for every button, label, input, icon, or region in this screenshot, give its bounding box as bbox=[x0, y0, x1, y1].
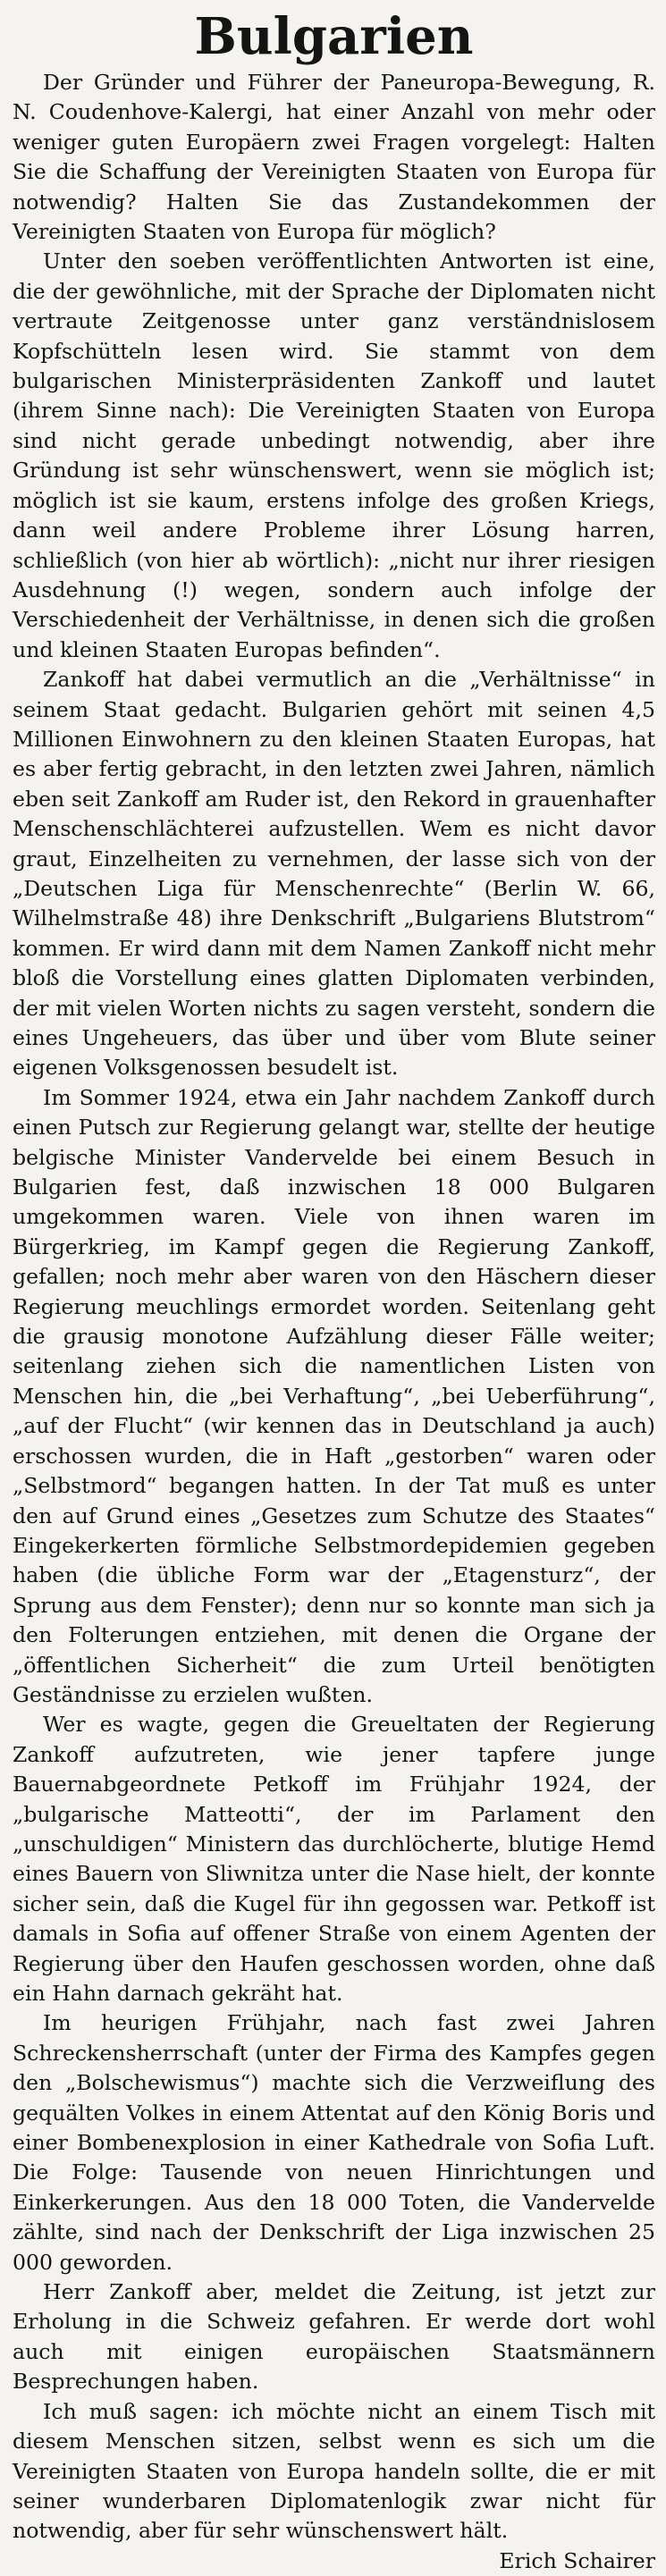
author-signature: Erich Schairer bbox=[499, 2547, 655, 2573]
last-paragraph-text: Ich muß sagen: ich möchte nicht an einem Tisch mit diesem Menschen sitzen, selbst wenn es sich um die Vereinigten Staaten von Europa handeln sollte, die er mit seiner wunderbaren Diplomatenlogik zwar nicht für notwendig, aber für sehr wünschenswert hält. bbox=[13, 2398, 655, 2544]
article-headline: Bulgarien bbox=[194, 7, 474, 66]
article-paragraph: Unter den soeben veröffentlichten Antworten ist eine, die der gewöhnliche, mit der Sprache der Diplomaten nicht vertraute Zeitgenosse unter ganz verständnislosem Kopfschütteln lesen wird. Sie stammt von dem bulgarischen Ministerpräsidenten Zankoff und lautet (ihrem Sinne nach): Die Vereinigten Staaten von Europa sind nicht gerade unbedingt notwendig, aber ihre Gründung ist sehr wünschenswert, wenn sie möglich ist; möglich ist sie kaum, erstens infolge des großen Kriegs, dann weil andere Probleme ihrer Lösung harren, schließlich (von hier ab wörtlich): „nicht nur ihrer riesigen Ausdehnung (!) wegen, sondern auch infolge der Verschiedenheit der Verhältnisse, in denen sich die großen und kleinen Staaten Europas befinden“. bbox=[13, 248, 655, 662]
article-paragraph: Im heurigen Frühjahr, nach fast zwei Jahren Schreckensherrschaft (unter der Firma des Kampfes gegen den „Bolschewismus“) machte sich die Verzweiflung des gequälten Volkes in einem Attentat auf den König Boris und einer Bombenexplosion in einer Kathedrale von Sofia Luft. Die Folge: Tausende von neuen Hinrichtungen und Einkerkerungen. Aus den 18 000 Toten, die Vandervelde zählte, sind nach der Denkschrift der Liga inzwischen 25 000 geworden. bbox=[13, 2010, 655, 2275]
article-paragraph-last bbox=[13, 2397, 655, 2573]
article-paragraph: Herr Zankoff aber, meldet die Zeitung, ist jetzt zur Erholung in die Schweiz gefahren. Er werde dort wohl auch mit einigen europäischen Staatsmännern Besprechungen haben. bbox=[13, 2279, 655, 2395]
article-body bbox=[13, 68, 655, 2573]
article-paragraph: Im Sommer 1924, etwa ein Jahr nachdem Zankoff durch einen Putsch zur Regierung gelangt war, stellte der heutige belgische Minister Vandervelde bei einem Besuch in Bulgarien fest, daß inzwischen 18 000 Bulgaren umgekommen waren. Viele von ihnen waren im Bürgerkrieg, im Kampf gegen die Regierung Zankoff, gefallen; noch mehr aber waren von den Häschern dieser Regierung meuchlings ermordet worden. Seitenlang geht die grausig monotone Aufzählung dieser Fälle weiter; seitenlang ziehen sich die namentlichen Listen von Menschen hin, die „bei Verhaftung“, „bei Ueberführung“, „auf der Flucht“ (wir kennen das in Deutschland ja auch) erschossen wurden, die in Haft „gestorben“ waren oder „Selbstmord“ begangen hatten. In der Tat muß es unter den auf Grund eines „Gesetzes zum Schutze des Staates“ Eingekerkerten förmliche Selbstmordepidemien gegeben haben (die übliche Form war der „Etagensturz“, der Sprung aus dem Fenster); denn nur so konnte man sich ja den Folterungen entziehen, mit denen die Organe der „öffentlichen Sicherheit“ die zum Urteil benötigten Geständnisse zu erzielen wußten. bbox=[13, 1084, 655, 1707]
article-paragraph: Zankoff hat dabei vermutlich an die „Verhältnisse“ in seinem Staat gedacht. Bulgarien gehört mit seinen 4,5 Millionen Einwohnern zu den kleinen Staaten Europas, hat es aber fertig gebracht, in den letzten zwei Jahren, nämlich eben seit Zankoff am Ruder ist, den Rekord in grauenhafter Menschenschlächterei aufzustellen. Wem es nicht davor graut, Einzelheiten zu vernehmen, der lasse sich von der „Deutschen Liga für Menschenrechte“ (Berlin W. 66, Wilhelmstraße 48) ihre Denkschrift „Bulgariens Blutstrom“ kommen. Er wird dann mit dem Namen Zankoff nicht mehr bloß die Vorstellung eines glatten Diplomaten verbinden, der mit vielen Worten nichts zu sagen versteht, sondern die eines Ungeheuers, das über und über vom Blute seiner eigenen Volksgenossen besudelt ist. bbox=[13, 667, 655, 1081]
article-paragraph: Der Gründer und Führer der Paneuropa-Bewegung, R. N. Coudenhove-Kalergi, hat einer Anzahl von mehr oder weniger guten Europäern zwei Fragen vorgelegt: Halten Sie die Schaffung der Vereinigten Staaten von Europa für notwendig? Halten Sie das Zustandekommen der Vereinigten Staaten von Europa für möglich? bbox=[13, 70, 655, 245]
article-paragraph: Wer es wagte, gegen die Greueltaten der Regierung Zankoff aufzutreten, wie jener tapfere junge Bauernabgeordnete Petkoff im Frühjahr 1924, der „bulgarische Matteotti“, der im Parlament den „unschuldigen“ Ministern das durchlöcherte, blutige Hemd eines Bauern von Sliwnitza unter die Nase hielt, der konnte sicher sein, daß die Kugel für ihn gegossen war. Petkoff ist damals in Sofia auf offener Straße von einem Agenten der Regierung über den Haufen geschossen worden, ohne daß ein Hahn darnach gekräht hat. bbox=[13, 1712, 655, 2006]
